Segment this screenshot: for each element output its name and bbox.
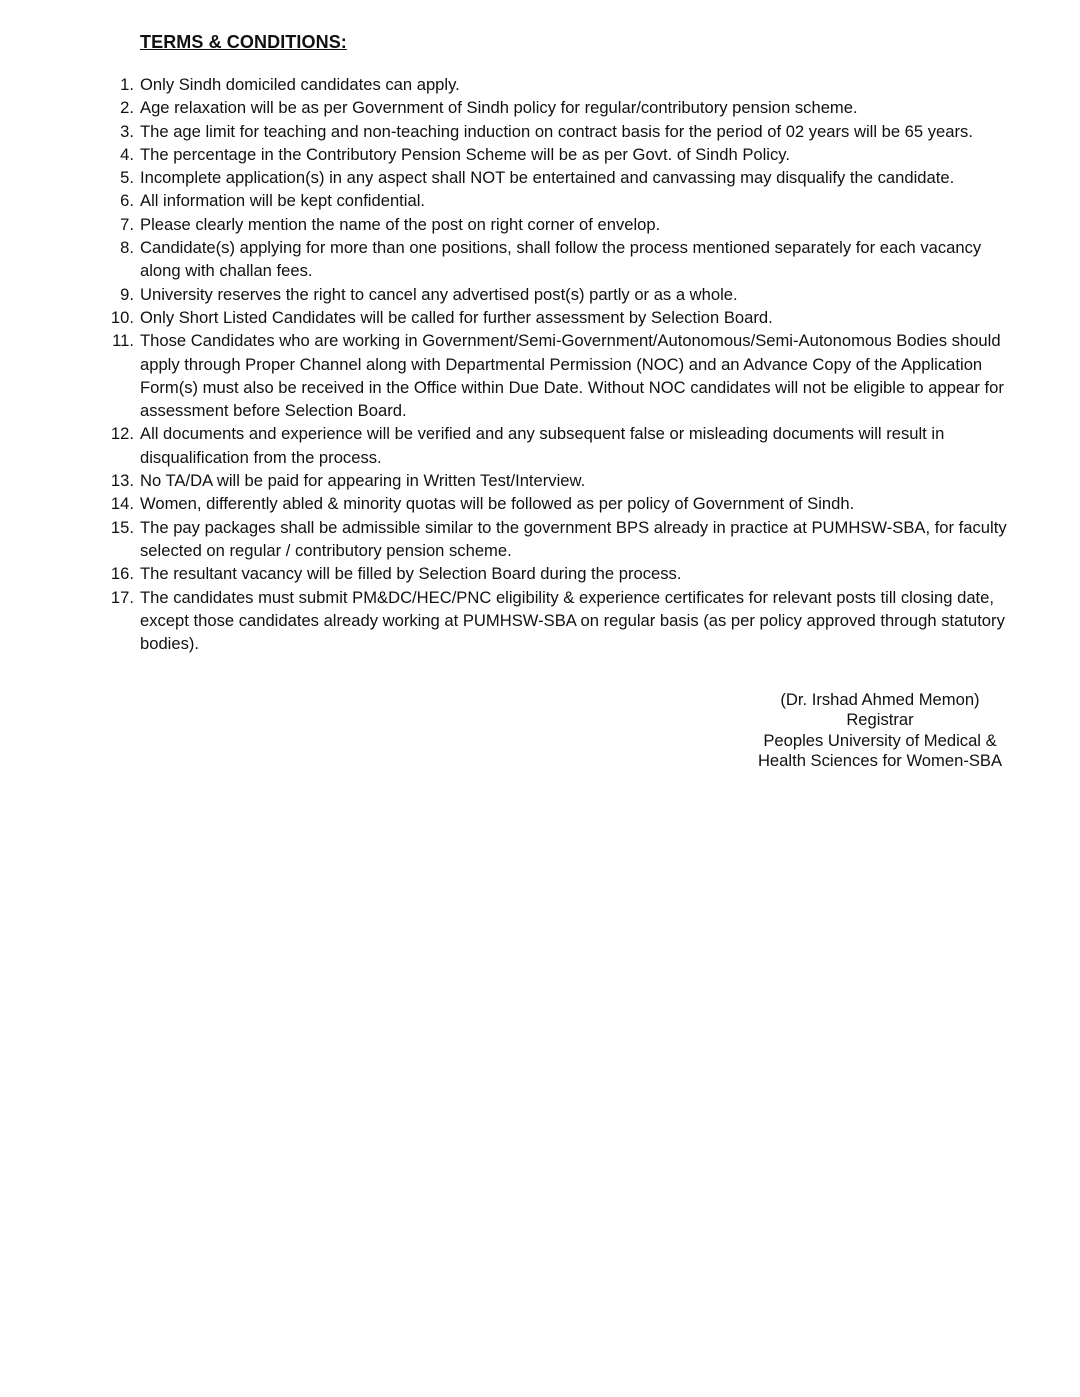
item-number: 15. [110,517,134,537]
list-item [104,73,1014,96]
list-item [104,236,1014,283]
item-text: No TA/DA will be paid for appearing in Written Test/Interview. [140,471,586,491]
item-text: All information will be kept confidential. [140,191,426,211]
list-item [104,586,1014,656]
item-number: 5. [120,168,134,188]
item-number: 17. [110,587,134,607]
page-title: TERMS & CONDITIONS: [140,32,347,52]
terms-list [104,73,1014,655]
signature-block [730,690,1030,771]
organization-line-1: Peoples University of Medical & [763,730,997,750]
item-number: 11. [112,331,134,351]
item-text: University reserves the right to cancel any advertised post(s) partly or as a whole. [140,284,738,304]
item-number: 8. [120,238,134,258]
organization-line-2: Health Sciences for Women-SBA [757,750,1003,770]
list-item [104,562,1014,585]
item-text: Women, differently abled & minority quotas will be followed as per policy of Government of Sindh. [140,494,855,514]
item-number: 12. [110,424,134,444]
list-item [104,492,1014,515]
item-number: 9. [120,284,134,304]
list-item [104,166,1014,189]
list-item [104,96,1014,119]
item-text: Please clearly mention the name of the post on right corner of envelop. [140,214,661,234]
item-text: Only Sindh domiciled candidates can apply. [140,75,460,94]
list-item [104,516,1014,563]
item-text: Those Candidates who are working in Government/Semi-Government/Autonomous/Semi-Autonomous Bodies should apply through Proper Channel along with Departmental Permission (NOC) and an Advance Copy of the Application Form(s) must also be received in the Office within Due Date. Without NOC candidates will not be eligible to appear for assessment before Selection Board. [140,331,1004,421]
list-item [104,213,1014,236]
item-text: The resultant vacancy will be filled by Selection Board during the process. [140,564,682,584]
item-number: 14. [110,494,134,514]
signatory-designation: Registrar [846,710,914,730]
list-item [104,469,1014,492]
list-item [104,422,1014,469]
item-number: 2. [120,98,134,118]
list-item [104,283,1014,306]
item-number: 1. [120,75,134,94]
list-item [104,329,1014,422]
item-text: The age limit for teaching and non-teaching induction on contract basis for the period of 02 years will be 65 years. [140,121,973,141]
list-item [104,306,1014,329]
item-number: 4. [120,144,134,164]
item-text: Candidate(s) applying for more than one positions, shall follow the process mentioned separately for each vacancy along with challan fees. [140,238,982,281]
item-text: Only Short Listed Candidates will be called for further assessment by Selection Board. [140,307,773,327]
item-text: Incomplete application(s) in any aspect shall NOT be entertained and canvassing may disqualify the candidate. [140,168,955,188]
item-text: The pay packages shall be admissible similar to the government BPS already in practice at PUMHSW-SBA, for faculty selected on regular / contributory pension scheme. [140,517,1007,560]
item-number: 6. [120,191,134,211]
item-text: The percentage in the Contributory Pension Scheme will be as per Govt. of Sindh Policy. [140,144,790,164]
list-item [104,120,1014,143]
item-number: 16. [110,564,134,584]
item-number: 13. [110,471,134,491]
item-text: The candidates must submit PM&DC/HEC/PNC eligibility & experience certificates for relevant posts till closing date, except those candidates already working at PUMHSW-SBA on regular basis (as per policy approved through statutory bodies). [140,587,1005,654]
item-number: 7. [120,214,134,234]
item-text: All documents and experience will be verified and any subsequent false or misleading documents will result in disqualification from the process. [140,424,945,467]
item-number: 10. [110,307,134,327]
item-text: Age relaxation will be as per Government of Sindh policy for regular/contributory pension scheme. [140,98,858,118]
list-item [104,189,1014,212]
signatory-name: (Dr. Irshad Ahmed Memon) [780,690,980,709]
list-item [104,143,1014,166]
item-number: 3. [120,121,134,141]
